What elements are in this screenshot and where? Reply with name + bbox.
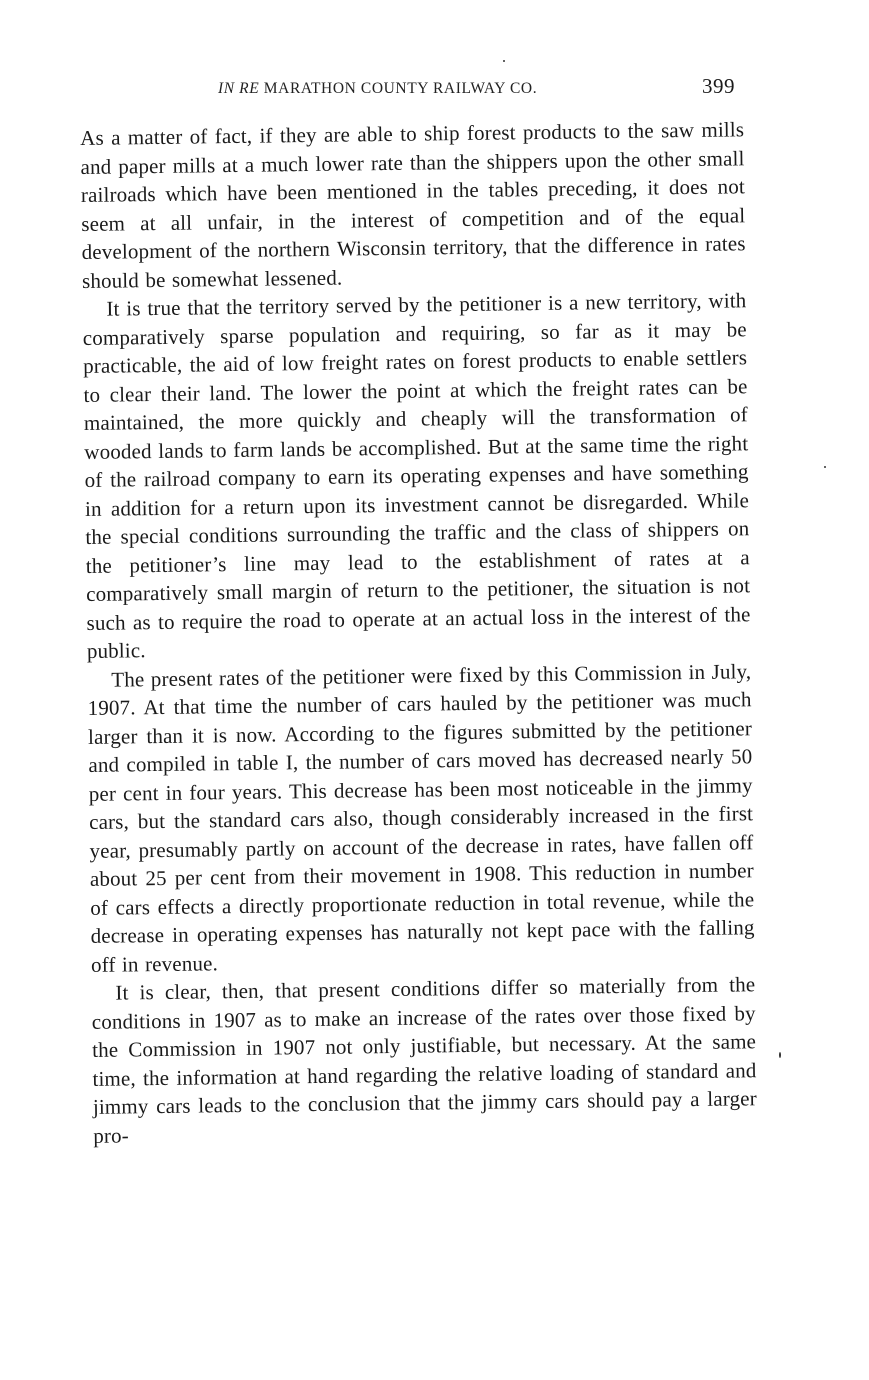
running-head (80, 74, 735, 104)
paragraph-2: It is true that the territory served by the petitioner is a new territory, with comparatively sparse population and requiring, so far as it may be practicable, the aid of low freight rates on forest products to enable settlers to clear their land. The lower the point at which the freight rates can be maintained, the more quickly and cheaply will the transformation of wooded lands to farm lands be accomplished. But at the same time the right of the railroad company to earn its operating expenses and have something in addition for a return upon its investment cannot be disregarded. While the special conditions surrounding the traffic and the class of shippers on the petitioner’s line may lead to the establishment of rates at a comparatively small margin of return to the petitioner, the situation is not such as to require the road to operate at an actual loss in the interest of the public. (82, 288, 751, 663)
scan-speck (503, 60, 505, 62)
paragraph-1: As a matter of fact, if they are able to ship forest products to the saw mills and paper mills at a much lower rate than the shippers upon the other small railroads which have been mentioned in the tables preceding, it does not seem at all unfair, in the interest of competition and of the equal development of the northern Wisconsin territory, that the difference in rates should be somewhat lessened. (80, 117, 746, 293)
running-title-italic: IN RE (218, 80, 260, 97)
page-number: 399 (702, 74, 735, 98)
paragraph-3: The present rates of the petitioner were fixed by this Commission in July, 1907. At that time the number of cars hauled by the petitioner was much larger than it is now. According to the figures submitted by the petitioner and compiled in table I, the number of cars moved has decreased nearly 50 per cent in four years. This decrease has been most noticeable in the jimmy cars, but the standard cars also, though considerably increased in the first year, presumably partly on account of the decrease in rates, have fallen off about 25 per cent from their movement in 1908. This reduction in number of cars effects a directly proportionate reduction in total revenue, while the decrease in operating expenses has naturally not kept pace with the falling off in revenue. (87, 658, 755, 977)
scan-speck (824, 466, 826, 468)
scan-speck (779, 1052, 781, 1058)
running-title-rest: MARATHON COUNTY RAILWAY CO. (259, 80, 538, 97)
paragraph-4: It is clear, then, that present conditions differ so materially from the conditions in 1907 as to make an increase of the rates over those fixed by the Commission in 1907 not only justifiable, but necessary. At the same time, the information at hand regarding the relative loading of standard and jimmy cars leads to the conclusion that the jimmy cars should pay a larger pro- (91, 972, 757, 1148)
running-title (218, 80, 537, 98)
body-text (80, 115, 757, 1150)
